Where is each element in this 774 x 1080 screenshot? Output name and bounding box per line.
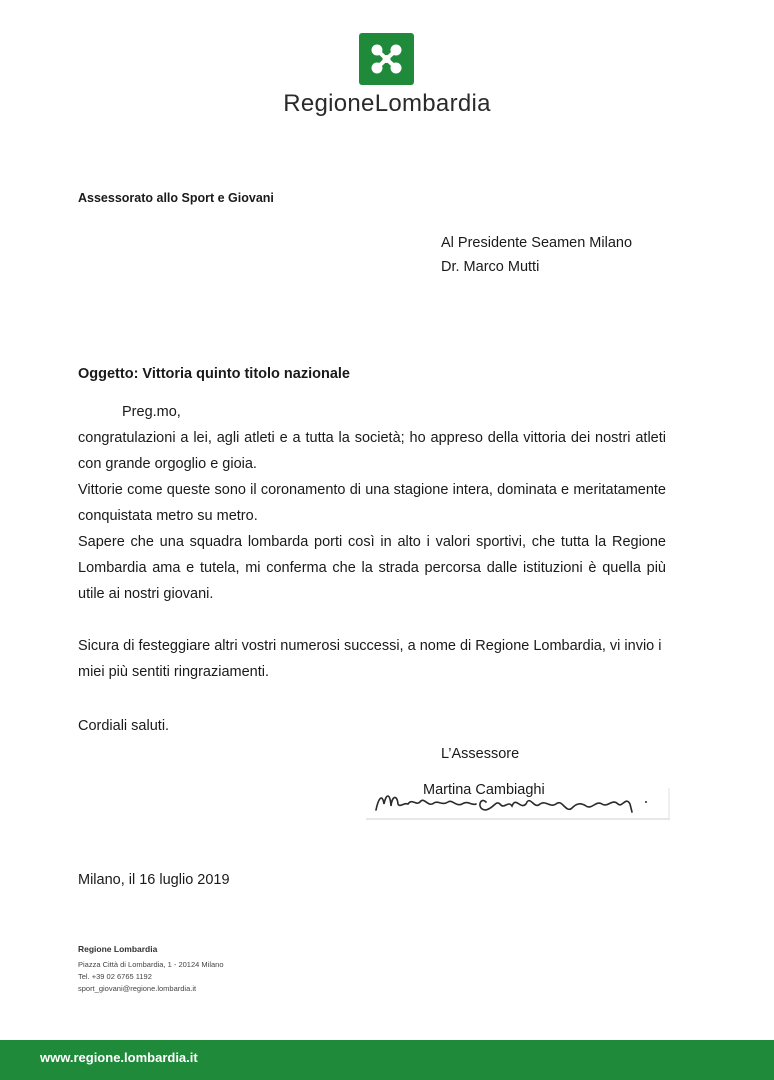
paragraph-4: Sicura di festeggiare altri vostri numerosi successi, a nome di Regione Lombardia, vi invio i miei più sentiti ringraziamenti. xyxy=(78,638,662,680)
signer-name: Martina Cambiaghi xyxy=(423,782,545,798)
letter-subject: Oggetto: Vittoria quinto titolo nazionale xyxy=(78,366,350,382)
website-link[interactable]: www.regione.lombardia.it xyxy=(40,1050,198,1065)
letter-date: Milano, il 16 luglio 2019 xyxy=(78,872,230,888)
paragraph-2: Vittorie come queste sono il coronamento di una stagione intera, dominata e meritatamente conquistata metro su metro. xyxy=(78,482,666,524)
department-heading: Assessorato allo Sport e Giovani xyxy=(78,191,274,205)
footer-email[interactable]: sport_giovani@regione.lombardia.it xyxy=(78,984,197,993)
paragraph-3: Sapere che una squadra lombarda porti così in alto i valori sportivi, che tutta la Regione Lombardia ama e tutela, mi conferma che la strada percorsa dalle istituzioni è quella più utile ai nostri giovani. xyxy=(78,534,666,602)
closing-greeting: Cordiali saluti. xyxy=(78,718,170,734)
paragraph-1: congratulazioni a lei, agli atleti e a tutta la società; ho appreso della vittoria dei nostri atleti con grande orgoglio e gioia. xyxy=(78,430,666,472)
letter-body xyxy=(78,399,666,685)
recipient-line-1: Al Presidente Seamen Milano xyxy=(441,235,633,251)
footer-organization: Regione Lombardia xyxy=(78,944,158,954)
logo-wordmark: RegioneLombardia xyxy=(283,90,491,117)
regione-lombardia-logo-icon xyxy=(359,33,414,85)
salutation: Preg.mo, xyxy=(122,404,181,420)
signer-role: L’Assessore xyxy=(441,746,520,762)
footer-phone: Tel. +39 02 6765 1192 xyxy=(78,972,152,981)
footer-address: Piazza Città di Lombardia, 1 - 20124 Milano xyxy=(78,960,224,969)
recipient-line-2: Dr. Marco Mutti xyxy=(441,259,540,275)
